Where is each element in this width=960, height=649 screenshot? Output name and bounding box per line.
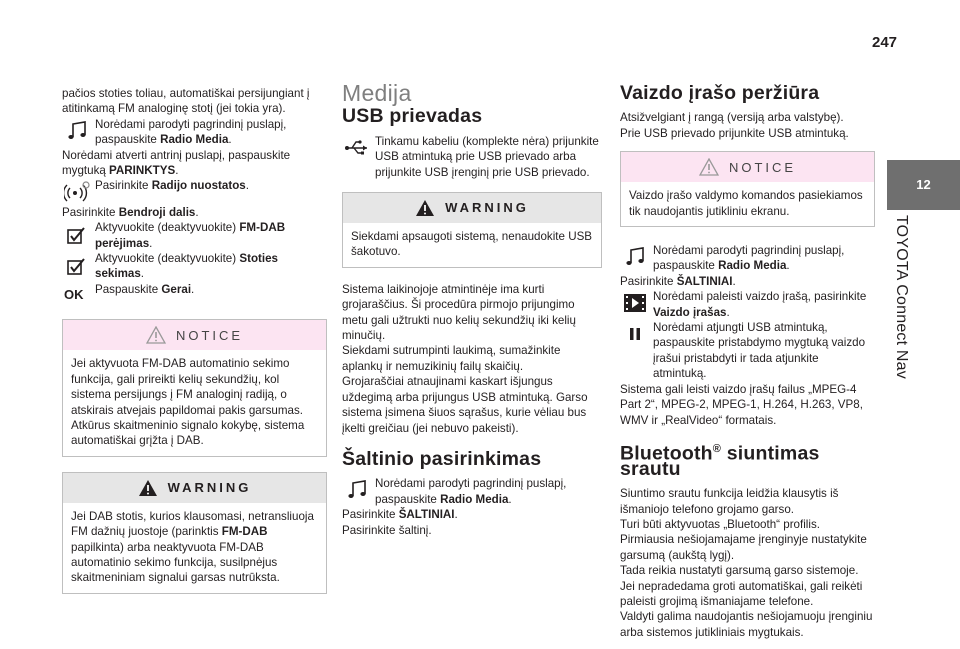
warning-body: Jei DAB stotis, kurios klausomasi, netransliuoja FM dažnių juostoje (parinktis FM-DAB papilkinta) arba neaktyvuota FM-DAB automatinio sekimo funkcija, susilpnėjus skaitmeniniam signalui garsas nutrūksta. [71,509,314,585]
instruction-row: Norėdami atjungti USB atmintuką, paspauskite pristabdymo mygtuką vaizdo įrašui pristabdyti ir tada atjunkite atmintuką. [620,320,875,382]
music-note-icon [344,478,370,502]
ok-icon: OK [64,286,84,302]
notice-box [62,319,327,456]
paragraph: Pasirinkite ŠALTINIAI. [342,508,458,522]
notice-body: Vaizdo įrašo valdymo komandos pasiekiamos tik naudojantis jutikliniu ekranu. [629,189,863,218]
paragraph: Atsižvelgiant į rangą (versiją arba valstybę). Prie USB prievado prijunkite USB atmintuką. [620,111,849,140]
radio-settings-icon [64,180,90,204]
paragraph: Pasirinkite šaltinį. [342,523,432,537]
instruction-row: Pasirinkite Radijo nuostatos. [62,178,327,193]
warning-body: Siekdami apsaugoti sistemą, nenaudokite USB šakotuvo. [351,230,593,259]
section-heading: Vaizdo įrašo peržiūra [620,82,820,104]
notice-box [620,151,875,227]
instruction-row: Norėdami parodyti pagrindinį puslapį, paspauskite Radio Media. [342,476,602,507]
warning-triangle-icon [138,479,158,497]
video-play-icon [622,291,648,315]
warning-box [342,192,602,268]
instruction-row: OK Paspauskite Gerai. [62,282,327,297]
notice-body: Jei aktyvuota FM-DAB automatinio sekimo funkcija, gali prireikti kelių sekundžių, kol sistema persijungs į FM analoginį radiją, o atskirais atvejais papildomai pakis garsumas. Atkūrus skaitmeninio signalo kokybę, sistema automatiškai grįžta į DAB. [71,357,305,448]
music-note-icon [622,245,648,269]
warning-triangle-icon [146,326,166,344]
warning-triangle-icon [415,199,435,217]
column-2 [342,80,602,538]
section-heading: Bluetooth® siuntimas srautu [620,442,820,480]
paragraph: Pasirinkite ŠALTINIAI. [620,274,736,288]
paragraph: Norėdami atverti antrinį puslapį, paspauskite mygtuką PARINKTYS. [62,148,291,178]
section-title: Medija [342,80,412,106]
section-heading: USB prievadas [342,105,483,128]
page-number: 247 [872,34,898,51]
chapter-side-label: TOYOTA Connect Nav [893,215,910,379]
instruction-row: Aktyvuokite (deaktyvuokite) Stoties sekimas. [62,251,327,282]
paragraph: pačios stoties toliau, automatiškai persijungiant į atitinkamą FM analoginę stotį (jei tokia yra). [62,87,310,116]
paragraph: Sistema laikinojoje atmintinėje ima kurti grojaraščius. Ši procedūra pirmojo prijungimo metu gali užtrukti nuo kelių sekundžių iki kelių minučių. Siekdami sutrumpinti laukimą, sumažinkite aplankų ir nemuzikinių failų skaičių. Grojaraščiai atnaujinami kaskart išjungus uždegimą arba prijungus USB atmintuką. Garso sistema įsimena šiuos sąrašus, kurie vėliau bus įkelti greičiau (jei nebuvo pakeisti). [342,282,588,435]
music-note-icon [64,119,90,143]
pause-icon [622,322,648,346]
chapter-tab[interactable]: 12 [887,160,960,210]
instruction-row: Norėdami paleisti vaizdo įrašą, pasirinkite Vaizdo įrašas. [620,289,875,320]
column-1 [62,86,327,594]
column-3 [620,82,875,640]
warning-box [62,472,327,594]
paragraph: Pasirinkite Bendroji dalis. [62,205,199,219]
checkbox-icon [64,224,90,248]
warning-header: WARNING [343,193,601,223]
section-heading: Šaltinio pasirinkimas [342,447,542,470]
paragraph: Siuntimo srautu funkcija leidžia klausytis iš išmaniojo telefono grojamo garso. Turi būti aktyvuotas „Bluetooth“ profilis. Pirmiausia nešiojamajame įrenginyje nustatykite garsumą (aukštą lygį). Tada reikia nustatyti garsumą garso sistemoje. Jei nepradedama groti automatiškai, gali reikėti paleisti grojimą išmaniajame telefone. Valdyti galima naudojantis nešiojamuoju įrenginiu arba sistemos jutikliniais mygtukais. [620,487,873,639]
checkbox-icon [64,255,90,279]
notice-header: NOTICE [621,152,874,182]
notice-header: NOTICE [63,320,326,350]
instruction-row: Norėdami parodyti pagrindinį puslapį, paspauskite Radio Media. [620,243,875,274]
instruction-row: Tinkamu kabeliu (komplekte nėra) prijunkite USB atmintuką prie USB prievado arba prijunkite USB įrenginį prie USB prievado. [342,134,602,180]
warning-header: WARNING [63,473,326,503]
warning-triangle-icon [699,158,719,176]
paragraph: Sistema gali leisti vaizdo įrašų failus „MPEG-4 Part 2“, MPEG-2, MPEG-1, H.264, H.263, VP8, WMV ir „RealVideo“ formatais. [620,382,863,427]
usb-icon [344,136,370,160]
instruction-row: Norėdami parodyti pagrindinį puslapį, paspauskite Radio Media. [62,117,327,148]
instruction-row: Aktyvuokite (deaktyvuokite) FM-DAB perėjimas. [62,220,327,251]
